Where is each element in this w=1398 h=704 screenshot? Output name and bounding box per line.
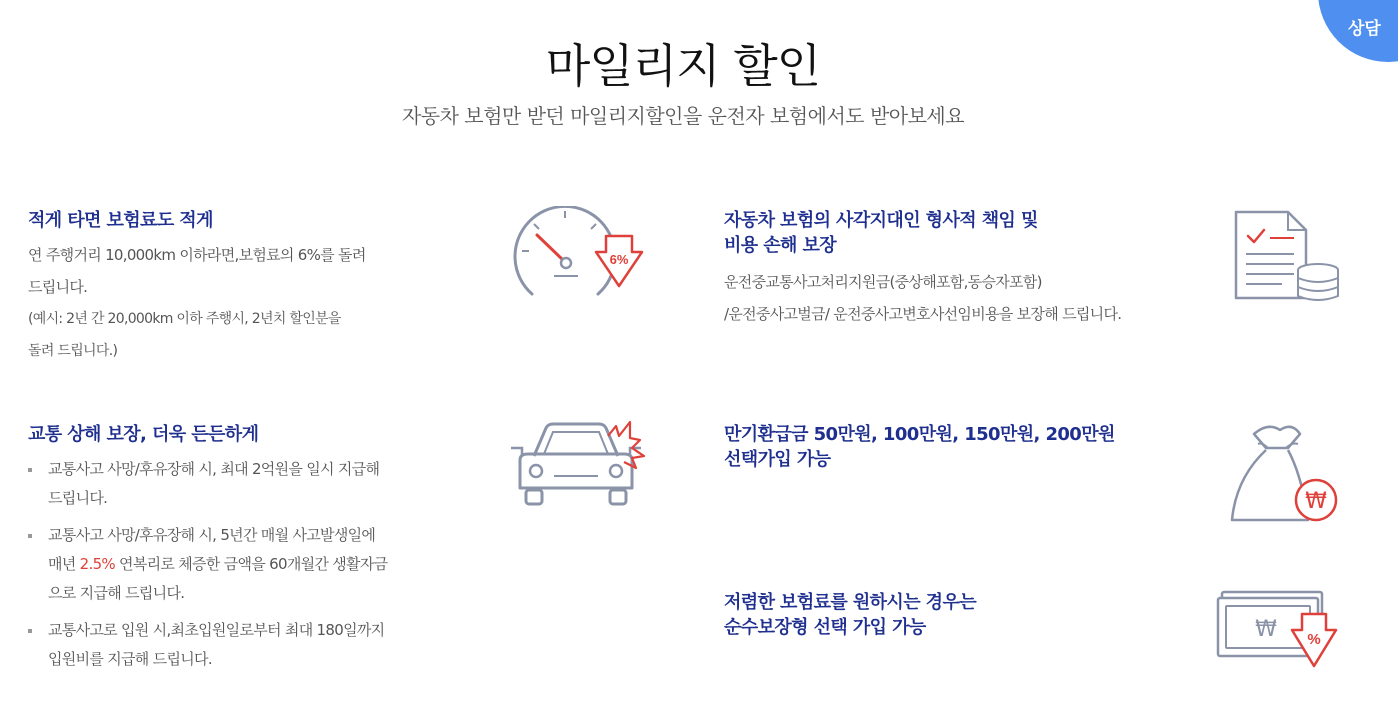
feature-criminal-heading [724,208,1194,258]
feature-injury-rate: 2.5% [79,555,115,573]
feature-criminal-desc-line1: 운전중교통사고처리지원금(중상해포함,동승자포함) [724,273,1042,291]
banknote-won-symbol: ₩ [1255,617,1277,642]
feature-mileage-note-line1: (예시: 2년 간 20,000km 이하 주행시, 2년치 할인분을 [28,311,341,327]
feature-injury-bullet2-pre: 매년 [48,555,80,573]
feature-criminal-desc [724,266,1194,330]
feature-injury [28,422,428,682]
list-item [28,521,428,608]
car-crash-icon [506,418,648,510]
feature-injury-bullet3-line1: 교통사고로 입원 시,최초입원일로부터 최대 180일까지 [48,621,385,639]
consult-button-label: 상담 [1348,19,1381,39]
feature-injury-bullet2-post: 연복리로 체증한 금액을 60개월간 생활자금 [114,555,388,573]
feature-mileage [28,208,448,367]
money-bag-icon [1228,420,1342,526]
feature-injury-bullet3-line2: 입원비를 지급해 드립니다. [48,650,212,668]
feature-mileage-note-line2: 돌려 드립니다.) [28,343,118,359]
feature-refund [724,422,1194,472]
feature-refund-heading-line2: 선택가입 가능 [724,449,831,470]
list-item [28,616,428,674]
feature-mileage-desc-line1: 연 주행거리 10,000km 이하라면,보험료의 6%를 돌려 [28,246,366,264]
feature-criminal-desc-line2: /운전중사고벌금/ 운전중사고변호사선임비용을 보장해 드립니다. [724,305,1122,323]
feature-mileage-heading: 적게 타면 보험료도 적게 [28,210,213,231]
money-bag-won-symbol: ₩ [1305,489,1327,514]
page-subtitle: 자동차 보험만 받던 마일리지할인을 운전자 보험에서도 받아보세요 [401,104,965,128]
feature-mileage-desc-line2: 드립니다. [28,278,88,296]
feature-mileage-desc [28,239,448,303]
feature-injury-bullet2-line2 [48,550,428,579]
feature-criminal-heading-line1: 자동차 보험의 사각지대인 형사적 책임 및 [724,210,1038,231]
feature-criminal-heading-line2: 비용 손해 보장 [724,235,837,256]
banknote-discount-badge: % [1307,631,1321,648]
list-item [28,455,428,513]
feature-refund-heading [724,422,1194,472]
feature-criminal [724,208,1194,330]
banknote-discount-icon [1216,588,1344,674]
feature-injury-bullet1-line1: 교통사고 사망/후유장해 시, 최대 2억원을 일시 지급해 [48,460,380,478]
feature-pure-heading-line1: 저렴한 보험료를 원하시는 경우는 [724,592,977,613]
feature-injury-bullet2-line1: 교통사고 사망/후유장해 시, 5년간 매월 사고발생일에 [48,526,376,544]
page-title: 마일리지 할인 [545,39,821,93]
feature-mileage-note [28,303,448,367]
feature-pure [724,590,1194,640]
feature-refund-heading-line1: 만기환급금 50만원, 100만원, 150만원, 200만원 [724,424,1115,445]
feature-injury-bullet1-line2: 드립니다. [48,489,108,507]
feature-injury-list [28,455,428,674]
feature-injury-heading: 교통 상해 보장, 더욱 든든하게 [28,424,259,445]
document-coins-icon [1232,208,1342,304]
speedometer-badge: 6% [609,252,629,267]
feature-pure-heading [724,590,1194,640]
feature-pure-heading-line2: 순수보장형 선택 가입 가능 [724,617,926,638]
speedometer-icon [512,206,646,302]
feature-injury-bullet2-line3: 으로 지급해 드립니다. [48,584,185,602]
